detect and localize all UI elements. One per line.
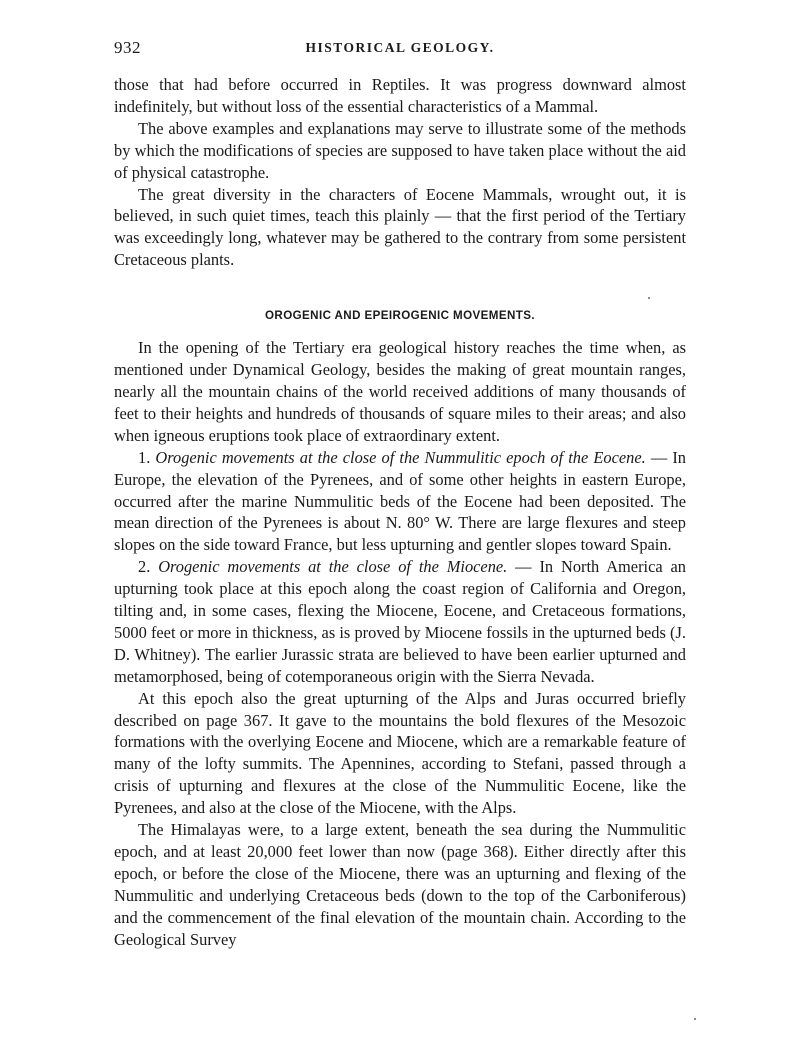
paragraph-eocene-mammals: The great diversity in the characters of Eocene Mammals, wrought out, it is believed, in such quiet times, teach this plainly — that the first period of the Tertiary was exceedingly long, whatever may be gathered to the contrary from some persistent Cretaceous plants.	[114, 184, 686, 270]
book-page	[114, 38, 686, 951]
paragraph-himalayas: The Himalayas were, to a large extent, beneath the sea during the Nummulitic epoch, and at least 20,000 feet lower than now (page 368). Either directly after this epoch, or before the close of the Miocene, there was an upturning and flexing of the Nummulitic and underlying Cretaceous beds (down to the top of the Carboniferous) and the commencement of the final elevation of the mountain chain. According to the Geological Survey	[114, 820, 686, 949]
page-number: 932	[114, 38, 141, 57]
running-title: HISTORICAL GEOLOGY.	[305, 40, 495, 55]
print-speck	[694, 1018, 696, 1020]
item-1-text: — In Europe, the elevation of the Pyrenees, and of some other heights in eastern Europe, occurred after the marine Nummulitic beds of the Eocene had been deposited. The mean direction of the Pyrenees is about N. 80° W. There are large flexures and steep slopes on the side toward France, but less upturning and gentler slopes toward Spain.	[114, 447, 687, 555]
item-1-title: Orogenic movements at the close of the Nummulitic epoch of the Eocene.	[155, 447, 646, 467]
item-2-title: Orogenic movements at the close of the Miocene.	[158, 557, 508, 577]
paragraph-item-2	[114, 556, 686, 687]
item-2-text: — In North America an upturning took place at this epoch along the coast region of California and Oregon, tilting and, in some cases, flexing the Miocene, Eocene, and Cretaceous formations, 5000 feet or more in thickness, as is proved by Miocene fossils in the upturned beds (J. D. Whitney). The earlier Jurassic strata are believed to have been earlier upturned and metamorphosed, being of cotemporaneous origin with the Sierra Nevada.	[114, 557, 686, 686]
paragraph-continuation: those that had before occurred in Reptiles. It was progress downward almost indefinitely, but without loss of the essential characteristics of a Mammal.	[114, 75, 686, 116]
item-1-number: 1.	[138, 447, 151, 467]
paragraph-alps: At this epoch also the great upturning of the Alps and Juras occurred briefly described on page 367. It gave to the mountains the bold flexures of the Mesozoic formations with the overlying Eocene and Miocene, which are a remarkable feature of many of the lofty summits. The Apennines, according to Stefani, passed through a crisis of upturning and flexures at the close of the Nummulitic Eocene, like the Pyrenees, and also at the close of the Miocene, with the Alps.	[114, 688, 686, 818]
running-head	[114, 38, 686, 60]
print-speck	[648, 297, 650, 299]
paragraph-intro: In the opening of the Tertiary era geological history reaches the time when, as mentioned under Dynamical Geology, besides the making of great mountain ranges, nearly all the mountain chains of the world received additions of many thousands of feet to their heights and hundreds of thousands of square miles to their areas; and also when igneous eruptions took place of extraordinary extent.	[114, 338, 686, 445]
section-heading: OROGENIC AND EPEIROGENIC MOVEMENTS.	[265, 309, 535, 323]
paragraph-item-1	[114, 447, 686, 557]
paragraph-examples: The above examples and explanations may serve to illustrate some of the methods by which the modifications of species are supposed to have taken place without the aid of physical catastrophe.	[114, 118, 686, 182]
item-2-number: 2.	[138, 557, 151, 577]
